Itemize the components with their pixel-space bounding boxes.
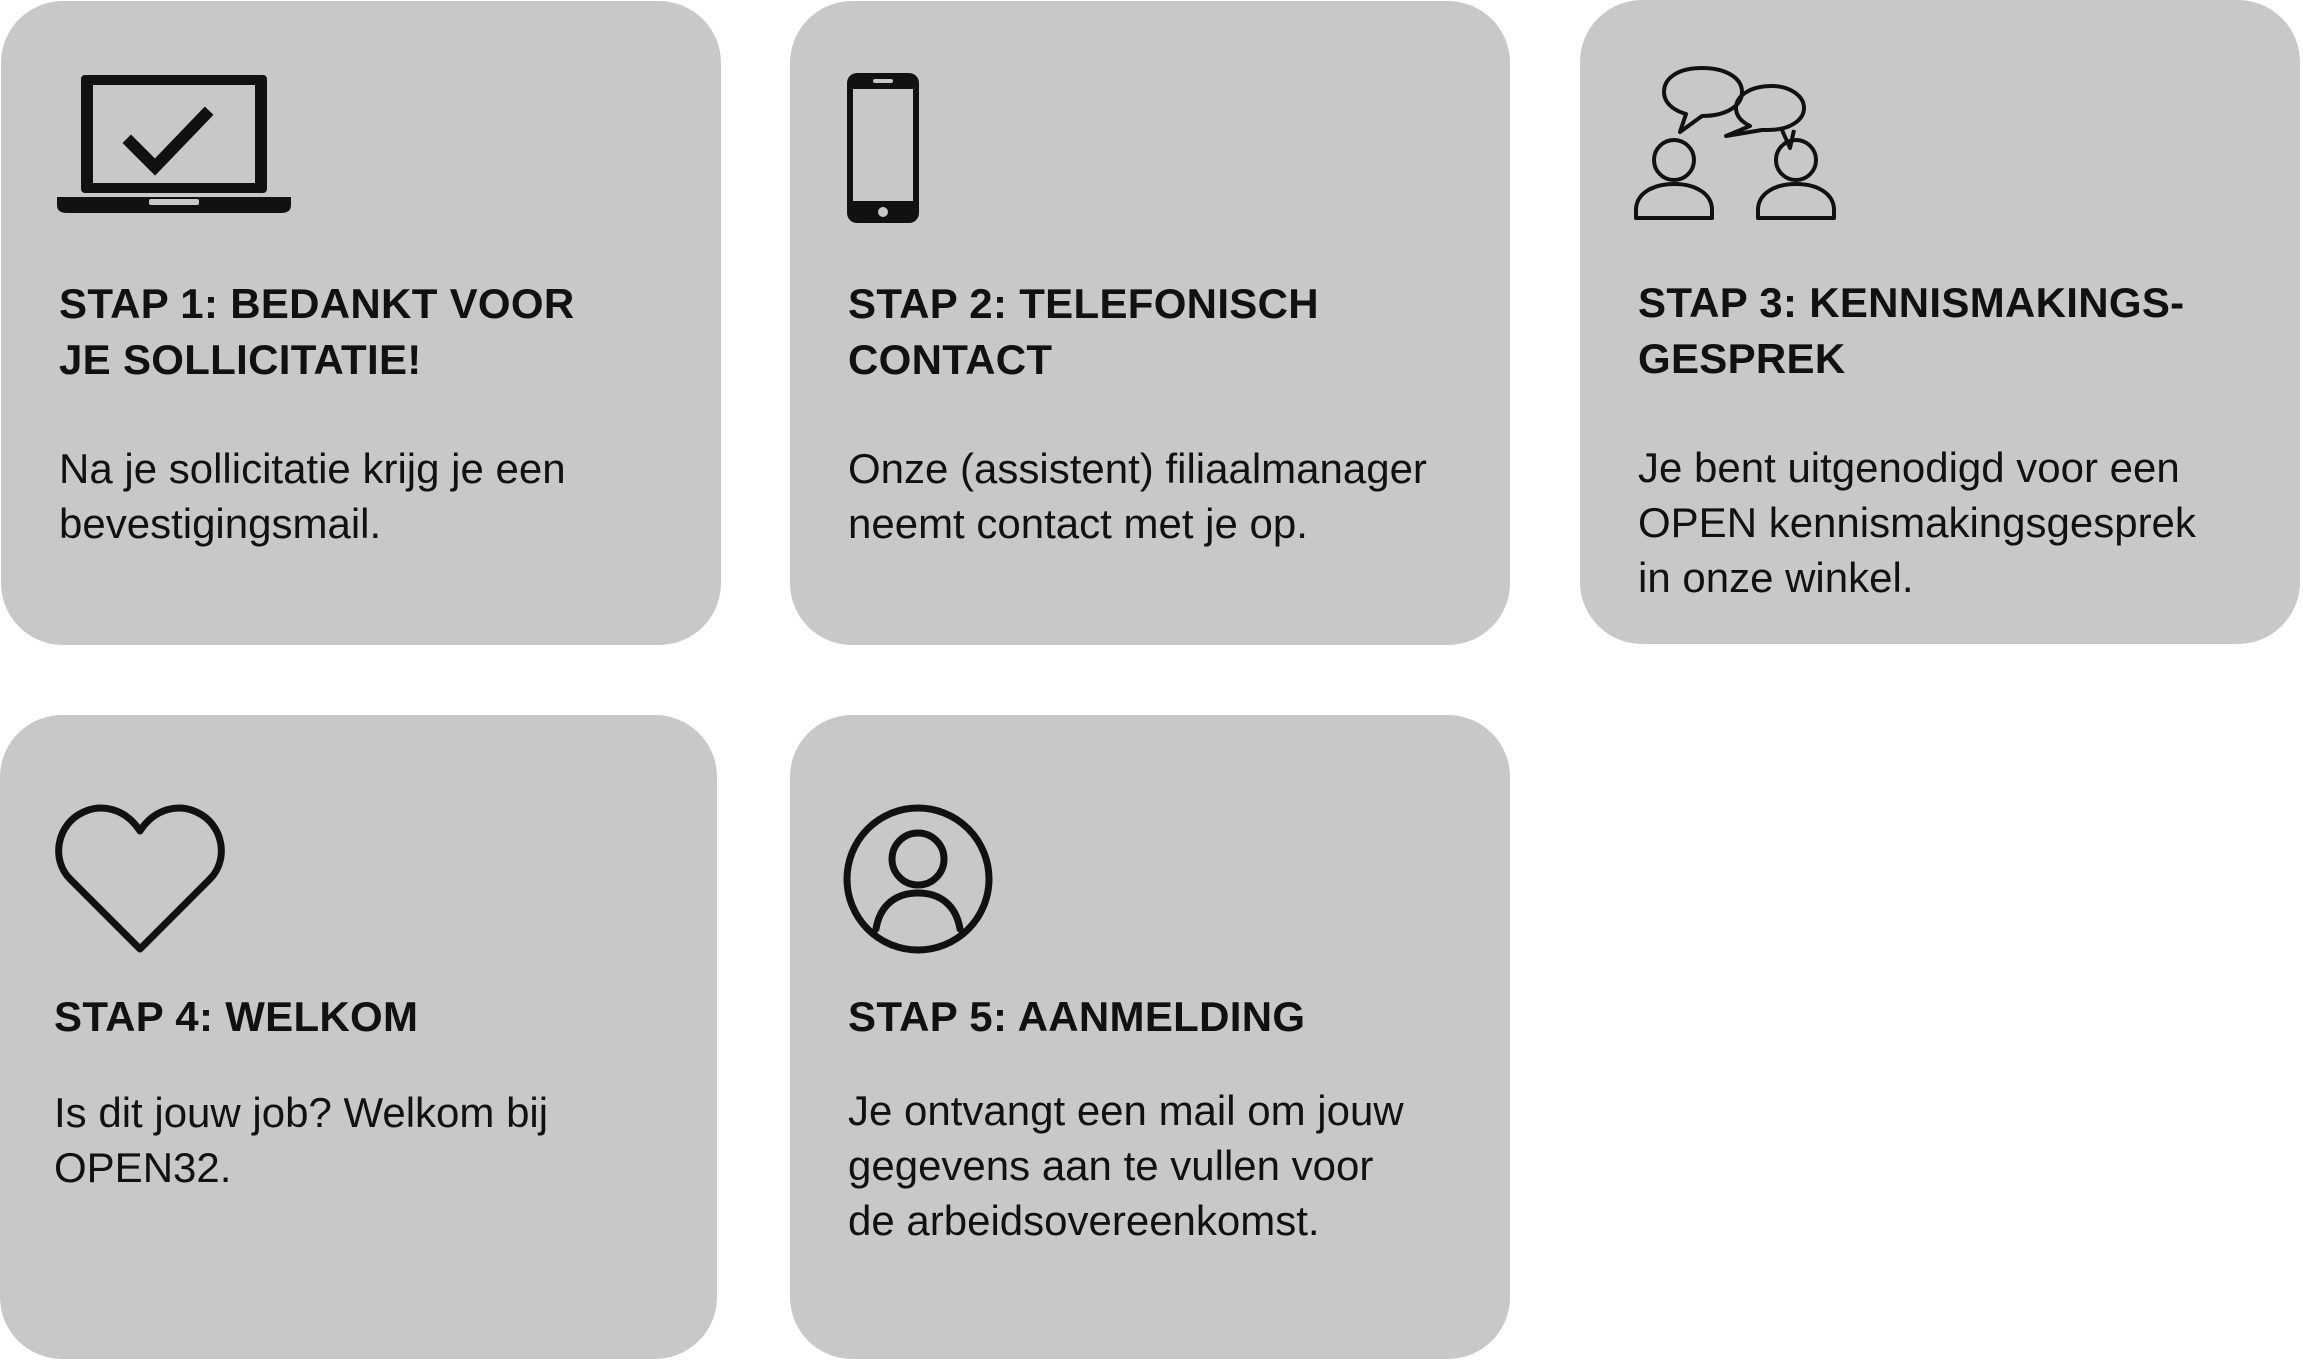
step-title: STAP 1: BEDANKT VOOR JE SOLLICITATIE! — [59, 280, 575, 383]
step-card-5 — [790, 715, 1510, 1359]
step-description: Je ontvangt een mail om jouw gegevens aan te vullen voor de arbeidsovereenkomst. — [848, 1087, 1404, 1244]
heart-icon — [54, 803, 226, 955]
step-card-1 — [1, 1, 721, 645]
step-description: Is dit jouw job? Welkom bij OPEN32. — [54, 1089, 549, 1191]
step-card-4 — [0, 715, 717, 1359]
step-card-2 — [790, 1, 1510, 645]
smartphone-icon — [845, 71, 921, 225]
step-description: Je bent uitgenodigd voor een OPEN kennismakingsgesprek in onze winkel. — [1638, 444, 2196, 601]
step-card-3 — [1580, 0, 2300, 644]
step-title: STAP 3: KENNISMAKINGS- GESPREK — [1638, 279, 2185, 382]
step-title: STAP 4: WELKOM — [54, 993, 419, 1040]
laptop-check-icon — [57, 71, 291, 217]
step-description: Na je sollicitatie krijg je een bevestigingsmail. — [59, 445, 566, 547]
step-description: Onze (assistent) filiaalmanager neemt contact met je op. — [848, 445, 1427, 547]
step-title: STAP 2: TELEFONISCH CONTACT — [848, 280, 1319, 383]
step-title: STAP 5: AANMELDING — [848, 993, 1306, 1040]
user-circle-icon — [842, 803, 994, 955]
conversation-people-icon — [1632, 64, 1842, 224]
